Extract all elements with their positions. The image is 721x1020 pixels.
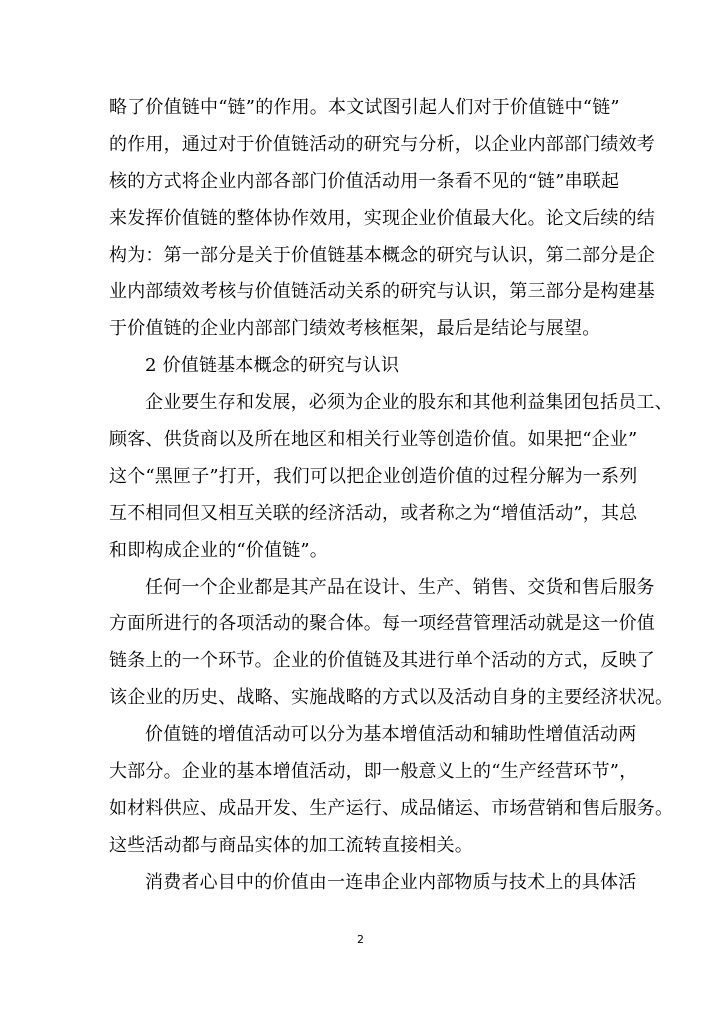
text-line-10: 顾客、供货商以及所在地区和相关行业等创造价值。如果把“企业” (109, 429, 638, 451)
text-line-2: 的作用，通过对于价值链活动的研究与分析，以企业内部部门绩效考 (109, 133, 655, 155)
text-line-12: 互不相同但又相互关联的经济活动，或者称之为“增值活动”，其总 (109, 502, 638, 524)
text-line-1: 略了价值链中“链”的作用。本文试图引起人们对于价值链中“链” (109, 97, 620, 118)
text-line-17: 该企业的历史、战略、实施战略的方式以及活动自身的主要经济状况。 (109, 687, 674, 709)
text-line-6: 业内部绩效考核与价值链活动关系的研究与认识，第三部分是构建基 (109, 281, 655, 303)
body-text (109, 90, 674, 902)
text-line-4: 来发挥价值链的整体协作效用，实现企业价值最大化。论文后续的结 (109, 207, 655, 229)
text-line-7: 于价值链的企业内部部门绩效考核框架，最后是结论与展望。 (109, 318, 601, 340)
text-line-3: 核的方式将企业内部各部门价值活动用一条看不见的“链”串联起 (109, 170, 620, 192)
text-line-9: 企业要生存和发展，必须为企业的股东和其他利益集团包括员工、 (145, 392, 673, 414)
text-line-11: 这个“黑匣子”打开，我们可以把企业创造价值的过程分解为一系列 (109, 465, 638, 487)
section-heading: 2 价值链基本概念的研究与认识 (145, 355, 400, 377)
text-line-20: 如材料供应、成品开发、生产运行、成品储运、市场营销和售后服务。 (109, 797, 674, 819)
text-line-5: 构为：第一部分是关于价值链基本概念的研究与认识，第二部分是企 (109, 244, 655, 266)
text-line-15: 方面所进行的各项活动的聚合体。每一项经营管理活动就是这一价值 (109, 613, 655, 635)
text-line-21: 这些活动都与商品实体的加工流转直接相关。 (109, 834, 473, 856)
page-number: 2 (357, 933, 364, 946)
text-line-18: 价值链的增值活动可以分为基本增值活动和辅助性增值活动两 (145, 724, 637, 746)
text-line-14: 任何一个企业都是其产品在设计、生产、销售、交货和售后服务 (145, 576, 655, 598)
text-line-16: 链条上的一个环节。企业的价值链及其进行单个活动的方式，反映了 (109, 650, 655, 672)
text-line-19: 大部分。企业的基本增值活动，即一般意义上的“生产经营环节”， (109, 761, 638, 783)
text-line-22: 消费者心目中的价值由一连串企业内部物质与技术上的具体活 (145, 871, 637, 893)
text-line-13: 和即构成企业的“价值链”。 (109, 539, 329, 561)
